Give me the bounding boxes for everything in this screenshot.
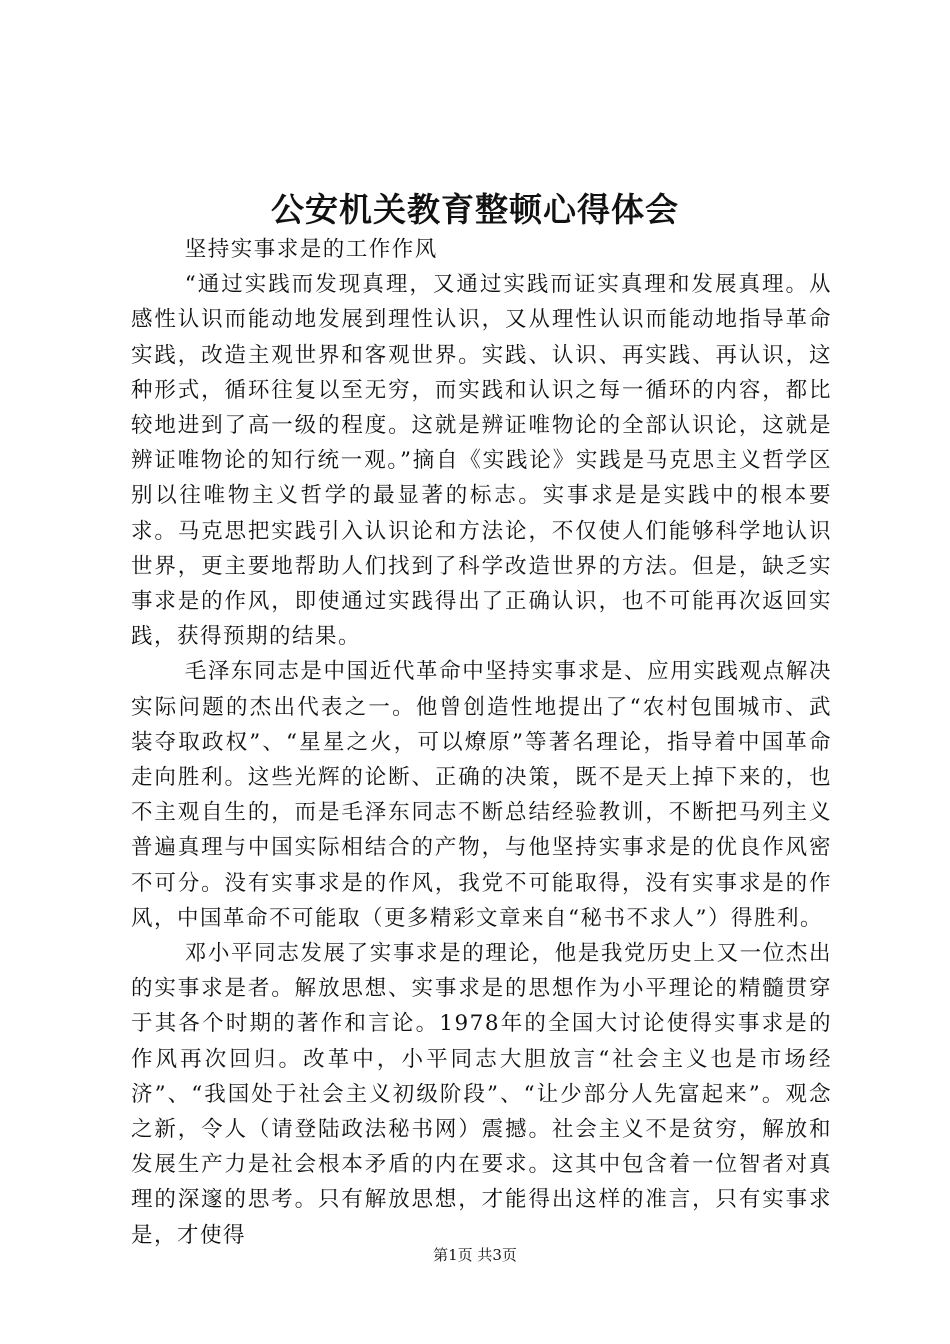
paragraph-heading: 坚持实事求是的工作作风 bbox=[184, 237, 438, 262]
page-number-footer: 第1页 共3页 bbox=[433, 1246, 517, 1264]
document-body bbox=[131, 232, 832, 1253]
paragraph: “通过实践而发现真理，又通过实践而证实真理和发展真理。从感性认识而能动地发展到理性认识，又从理性认识而能动地指导革命实践，改造主观世界和客观世界。实践、认识、再实践、再认识，这种形式，循环往复以至无穷，而实践和认识之每一循环的内容，都比较地进到了高一级的程度。这就是辨证唯物论的全部认识论，这就是辨证唯物论的知行统一观。”摘自《实践论》实践是马克思主义哲学区别以往唯物主义哲学的最显著的标志。实事求是是实践中的根本要求。马克思把实践引入认识论和方法论，不仅使人们能够科学地认识世界，更主要地帮助人们找到了科学改造世界的方法。但是，缺乏实事求是的作风，即使通过实践得出了正确认识，也不可能再次返回实践，获得预期的结果。 bbox=[131, 272, 832, 650]
paragraph: 毛泽东同志是中国近代革命中坚持实事求是、应用实践观点解决实际问题的杰出代表之一。他曾创造性地提出了“农村包围城市、武装夺取政权”、“星星之火，可以燎原”等著名理论，指导着中国革命走向胜利。这些光辉的论断、正确的决策，既不是天上掉下来的，也不主观自生的，而是毛泽东同志不断总结经验教训，不断把马列主义普遍真理与中国实际相结合的产物，与他坚持实事求是的优良作风密不可分。没有实事求是的作风，我党不可能取得，没有实事求是的作风，中国革命不可能取（更多精彩文章来自“秘书不求人”）得胜利。 bbox=[131, 659, 832, 931]
document-title: 公安机关教育整顿心得体会 bbox=[271, 190, 679, 229]
paragraph: 邓小平同志发展了实事求是的理论，他是我党历史上又一位杰出的实事求是者。解放思想、实事求是的思想作为小平理论的精髓贯穿于其各个时期的著作和言论。1978年的全国大讨论使得实事求是的作风再次回归。改革中，小平同志大胆放言“社会主义也是市场经济”、“我国处于社会主义初级阶段”、“让少部分人先富起来”。观念之新，令人（请登陆政法秘书网）震撼。社会主义不是贫穷，解放和发展生产力是社会根本矛盾的内在要求。这其中包含着一位智者对真理的深邃的思考。只有解放思想，才能得出这样的准言，只有实事求是，才使得 bbox=[131, 941, 832, 1248]
